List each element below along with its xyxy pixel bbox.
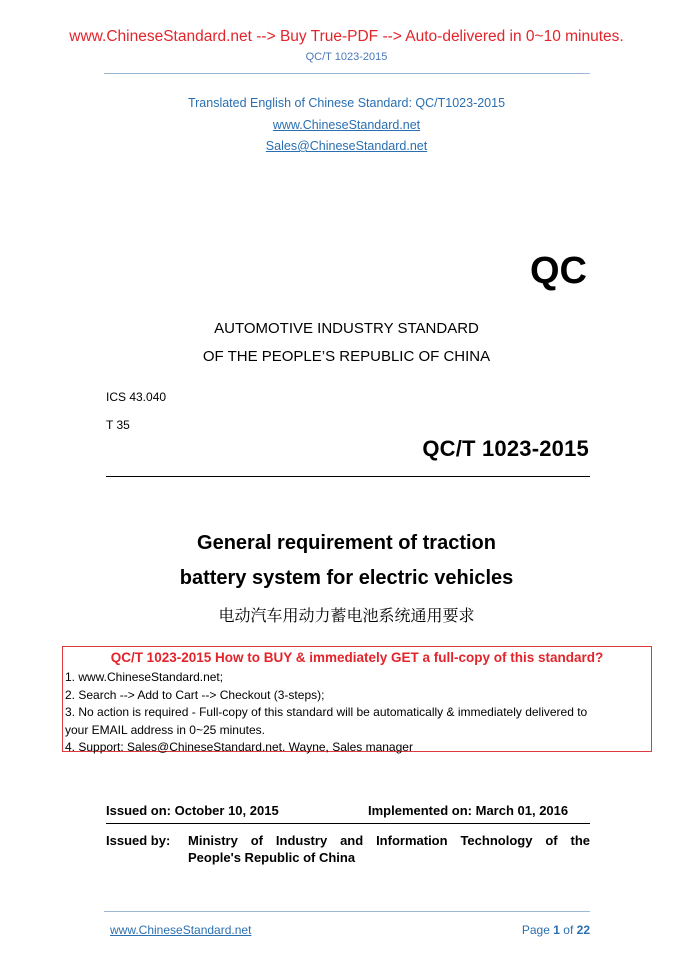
issue-dates-row xyxy=(106,803,590,818)
org-line-2: OF THE PEOPLE’S REPUBLIC OF CHINA xyxy=(202,348,491,365)
buy-step: 3. No action is required - Full-copy of this standard will be automatically & immediately delivered to xyxy=(65,705,588,719)
buy-step: 4. Support: Sales@ChineseStandard.net. Wayne, Sales manager xyxy=(65,740,413,754)
standard-prefix: QC xyxy=(530,250,587,292)
buy-box-title: QC/T 1023-2015 How to BUY & immediately GET a full-copy of this standard? xyxy=(110,650,604,665)
footer-website-link[interactable]: www.ChineseStandard.net xyxy=(110,923,252,937)
footer-divider xyxy=(104,911,590,912)
header-standard-code: QC/T 1023-2015 xyxy=(305,51,388,63)
title-line-1: General requirement of traction xyxy=(197,532,496,554)
buy-step: your EMAIL address in 0~25 minutes. xyxy=(65,722,265,737)
title-line-2: battery system for electric vehicles xyxy=(179,567,514,589)
ics-code: ICS 43.040 xyxy=(106,390,167,404)
page-prefix: Page xyxy=(521,923,550,937)
issued-by-line-2: People's Republic of China xyxy=(188,850,356,865)
issued-by-line-1: Ministry of Industry and Information Technology of the xyxy=(188,833,590,848)
page-current: 1 xyxy=(553,923,560,937)
header-divider xyxy=(104,73,590,74)
title-divider xyxy=(106,476,590,477)
page-of: of xyxy=(563,923,574,937)
page-total: 22 xyxy=(576,923,590,937)
standard-number: QC/T 1023-2015 xyxy=(422,436,589,461)
implemented-on: Implemented on: March 01, 2016 xyxy=(368,803,569,818)
issued-by-label: Issued by: xyxy=(106,833,171,848)
translation-note: Translated English of Chinese Standard: QC/T1023-2015 xyxy=(187,96,506,110)
buy-step: 2. Search --> Add to Cart --> Checkout (3-steps); xyxy=(65,687,325,702)
top-banner[interactable]: www.ChineseStandard.net --> Buy True-PDF --> Auto-delivered in 0~10 minutes. xyxy=(69,28,624,45)
title-chinese: 电动汽车用动力蓄电池系统通用要求 xyxy=(218,606,475,625)
email-link[interactable]: Sales@ChineseStandard.net xyxy=(265,139,428,153)
t-code: T 35 xyxy=(106,418,130,432)
buy-steps-list xyxy=(65,669,587,757)
buy-instructions-box xyxy=(62,646,652,752)
website-link[interactable]: www.ChineseStandard.net xyxy=(272,118,421,132)
issued-on: Issued on: October 10, 2015 xyxy=(106,803,279,818)
buy-step[interactable]: 1. www.ChineseStandard.net; xyxy=(65,670,224,684)
page-indicator xyxy=(470,923,590,937)
org-line-1: AUTOMOTIVE INDUSTRY STANDARD xyxy=(214,320,479,337)
issue-divider xyxy=(106,823,590,824)
